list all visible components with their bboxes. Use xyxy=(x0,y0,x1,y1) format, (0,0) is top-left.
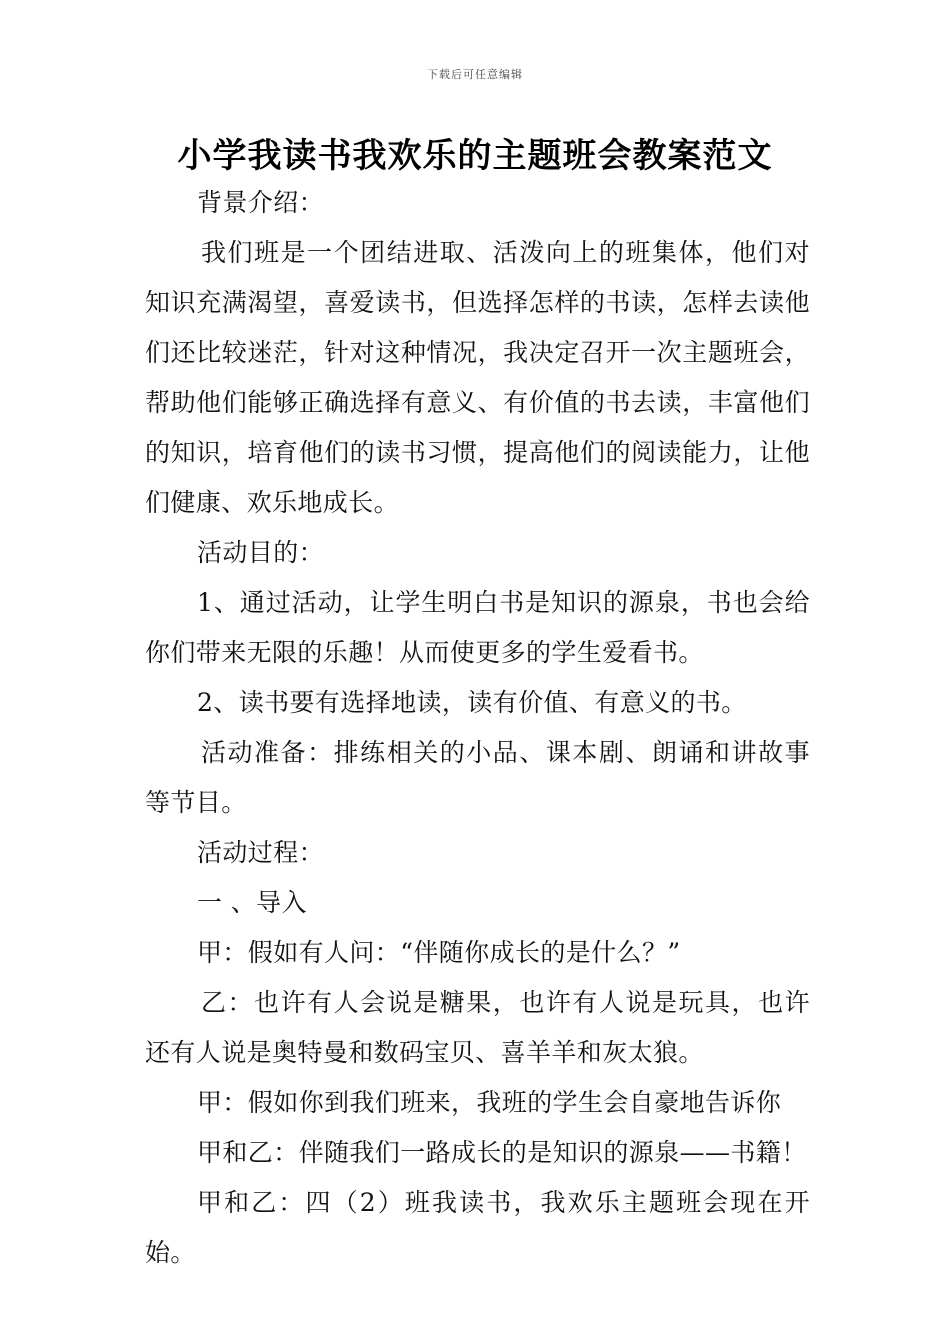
goal-item-1: 1、通过活动，让学生明白书是知识的源泉，书也会给你们带来无限的乐趣！从而使更多的学生爱看书。 xyxy=(145,588,810,667)
goal-item-2: 2、读书要有选择地读，读有价值、有意义的书。 xyxy=(197,688,747,717)
dialogue-line: 甲和乙：四（2）班我读书，我欢乐主题班会现在开始。 xyxy=(145,1188,810,1267)
intro-heading: 一 、导入 xyxy=(197,888,307,917)
goal-heading: 活动目的： xyxy=(197,538,325,567)
dialogue-line: 甲和乙：伴随我们一路成长的是知识的源泉——书籍！ xyxy=(197,1138,807,1167)
dialogue-line: 甲：假如有人问：“伴随你成长的是什么？” xyxy=(197,938,681,967)
document-body xyxy=(145,178,810,1278)
preparation: 活动准备：排练相关的小品、课本剧、朗诵和讲故事等节目。 xyxy=(145,738,810,817)
process-heading: 活动过程： xyxy=(197,838,325,867)
background-heading: 背景介绍： xyxy=(197,188,325,217)
document-title: 小学我读书我欢乐的主题班会教案范文 xyxy=(177,136,773,176)
background-body: 我们班是一个团结进取、活泼向上的班集体，他们对知识充满渴望，喜爱读书，但选择怎样的书读，怎样去读他们还比较迷茫，针对这种情况，我决定召开一次主题班会，帮助他们能够正确选择有意义、有价值的书去读，丰富他们的知识，培育他们的读书习惯，提高他们的阅读能力，让他们健康、欢乐地成长。 xyxy=(145,238,810,517)
dialogue-line: 甲：假如你到我们班来，我班的学生会自豪地告诉你 xyxy=(197,1088,782,1117)
dialogue-line: 乙：也许有人会说是糖果，也许有人说是玩具，也许还有人说是奥特曼和数码宝贝、喜羊羊和灰太狼。 xyxy=(145,988,810,1067)
header-note: 下载后可任意编辑 xyxy=(427,68,523,81)
